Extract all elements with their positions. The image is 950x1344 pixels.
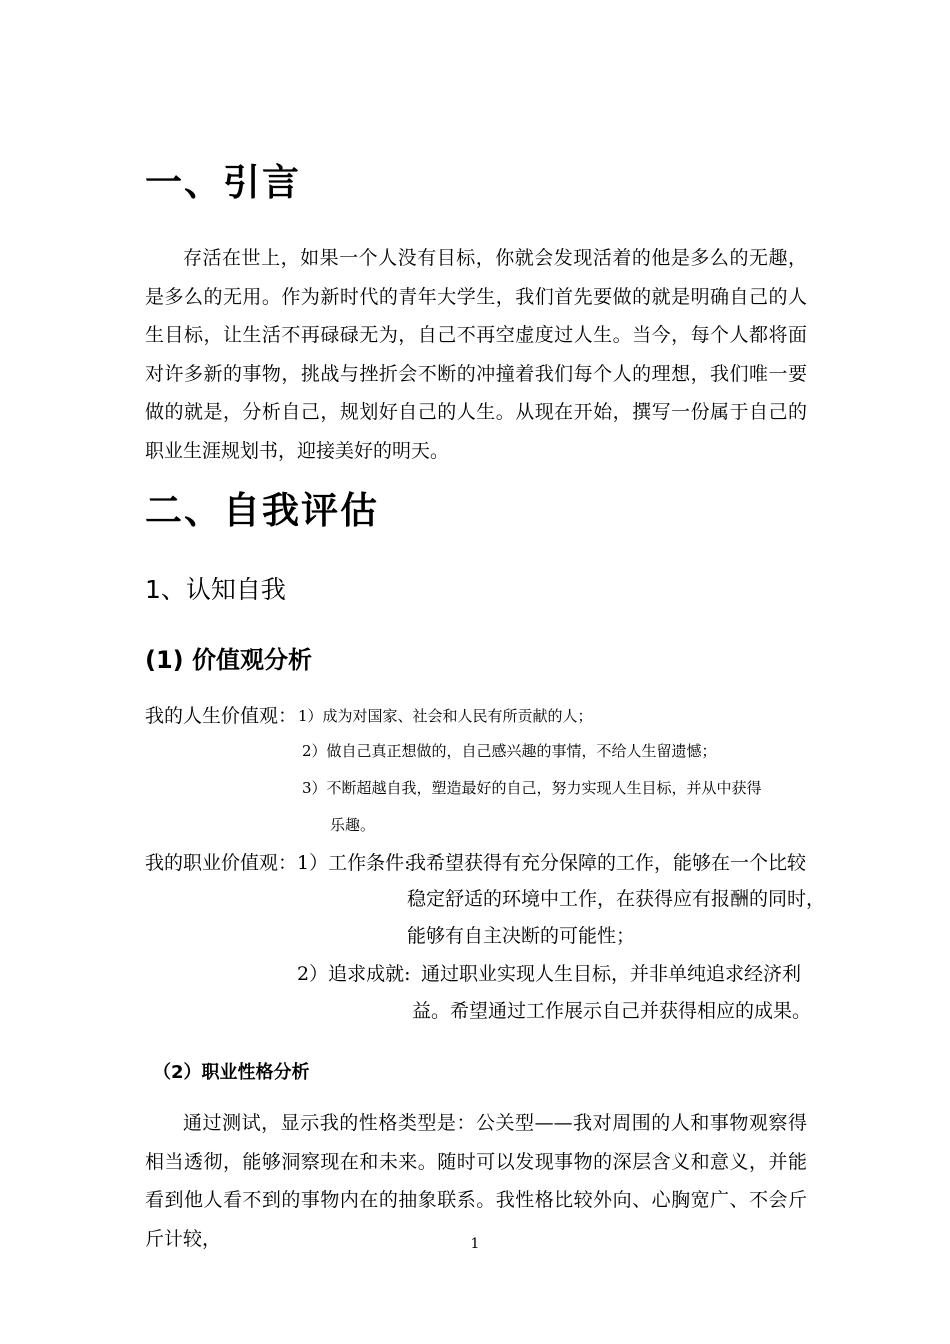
self-assessment-heading: 二、自我评估 [145, 489, 379, 532]
intro-paragraph: 存活在世上，如果一个人没有目标，你就会发现活着的他是多么的无趣，是多么的无用。作为新时代的青年大学生，我们首先要做的就是明确自己的人生目标，让生活不再碌碌无为，自己不再空虚度过人生。当今，每个人都将面对许多新的事物，挑战与挫折会不断的冲撞着我们每个人的理想，我们唯一要做的就是，分析自己，规划好自己的人生。从现在开始，撰写一份属于自己的职业生涯规划书，迎接美好的明天。 [145, 247, 807, 462]
life-value-item-3: 3）不断超越自我，塑造最好的自己，努力实现人生目标，并从中获得 [302, 779, 762, 797]
life-value-item-1: 1）成为对国家、社会和人民有所贡献的人； [298, 707, 593, 725]
self-cognition-heading: 1、认知自我 [145, 575, 286, 604]
page-number: 1 [470, 1236, 480, 1252]
career-value-item-2-line-2: 益。希望通过工作展示自己并获得相应的成果。 [412, 1000, 812, 1022]
career-value-item-1-line-1: 我希望获得有充分保障的工作，能够在一个比较 [407, 852, 807, 874]
career-value-item-2-line-1: 通过职业实现人生目标，并非单纯追求经济利 [421, 963, 802, 985]
career-value-item-2-lead: 2）追求成就: [297, 963, 411, 985]
intro-heading: 一、引言 [145, 161, 301, 204]
values-analysis-heading: (1) 价值观分析 [145, 646, 312, 674]
personality-analysis-heading: （2）职业性格分析 [153, 1062, 310, 1083]
career-value-item-1-line-3: 能够有自主决断的可能性； [407, 925, 636, 947]
career-value-item-1-lead: 1）工作条件: [297, 852, 411, 874]
personality-paragraph: 通过测试，显示我的性格类型是：公关型——我对周围的人和事物观察得相当透彻，能够洞察现在和未来。随时可以发现事物的深层含义和意义，并能看到他人看不到的事物内在的抽象联系。我性格比较外向、心胸宽广、不会斤斤计较， [145, 1112, 807, 1250]
life-value-item-2: 2）做自己真正想做的，自己感兴趣的事情，不给人生留遗憾； [302, 742, 717, 760]
life-values-label: 我的人生价值观： [145, 705, 298, 727]
career-value-item-1-line-2: 稳定舒适的环境中工作，在获得应有报酬的同时， [407, 888, 826, 910]
life-value-item-3-cont: 乐趣。 [330, 816, 376, 834]
career-values-label: 我的职业价值观： [145, 852, 298, 874]
